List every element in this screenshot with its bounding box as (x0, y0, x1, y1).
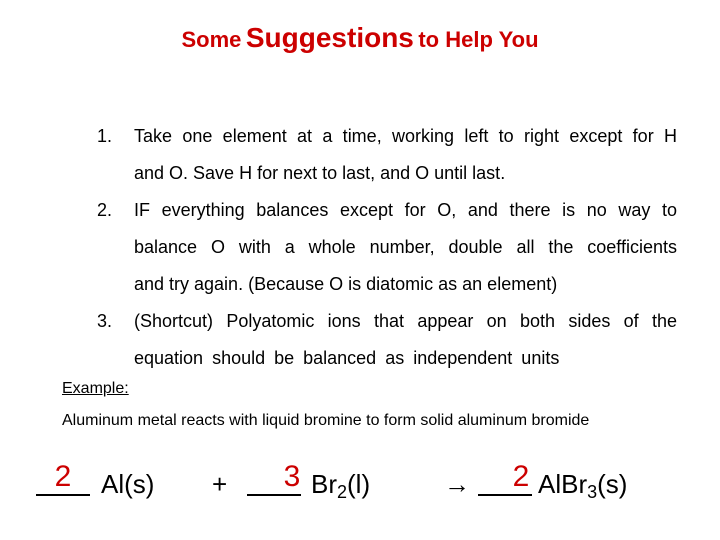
item-line: equation should be balanced as independent units (134, 348, 560, 368)
item-line: (Shortcut) Polyatomic ions that appear on both sides of the (134, 311, 677, 331)
item-number: 1. (97, 126, 113, 146)
reactant-1: Al(s) (101, 469, 155, 499)
list-item (97, 303, 677, 377)
list-item (97, 118, 677, 192)
coefficient-2: 3 (283, 460, 301, 493)
item-line: and try again. (Because O is diatomic as an element) (134, 274, 558, 294)
list-item (97, 192, 677, 303)
item-line: IF everything balances except for O, and there is no way to (134, 200, 677, 220)
page-title (0, 22, 720, 54)
coefficient-blank (478, 494, 532, 496)
coefficient-3: 2 (512, 460, 530, 493)
title-part-1: Some (181, 27, 242, 52)
title-part-2: Suggestions (245, 22, 414, 53)
item-number: 3. (97, 311, 113, 331)
reaction-arrow: → (444, 469, 470, 499)
product-symbol: AlBr (538, 469, 588, 499)
item-number: 2. (97, 200, 113, 220)
suggestions-list (97, 118, 677, 377)
coefficient-1: 2 (54, 460, 72, 493)
reactant-2-symbol: Br (311, 469, 337, 499)
item-line: and O. Save H for next to last, and O until last. (134, 163, 506, 183)
reactant-2-state: (l) (347, 469, 371, 499)
reactant-2 (311, 469, 370, 500)
product-subscript: 3 (587, 482, 598, 502)
chemical-equation (0, 450, 720, 500)
item-line: balance O with a whole number, double all the coefficients (134, 237, 677, 257)
product (538, 469, 627, 500)
coefficient-blank (247, 494, 301, 496)
coefficient-blank (36, 494, 90, 496)
plus-sign: + (212, 469, 228, 499)
reactant-2-subscript: 2 (337, 482, 348, 502)
item-line: Take one element at a time, working left to right except for H (134, 126, 677, 146)
title-part-3: to Help You (418, 27, 539, 52)
example-text: Aluminum metal reacts with liquid bromine to form solid aluminum bromide (62, 412, 590, 429)
example-label: Example: (62, 380, 129, 397)
product-state: (s) (597, 469, 628, 499)
